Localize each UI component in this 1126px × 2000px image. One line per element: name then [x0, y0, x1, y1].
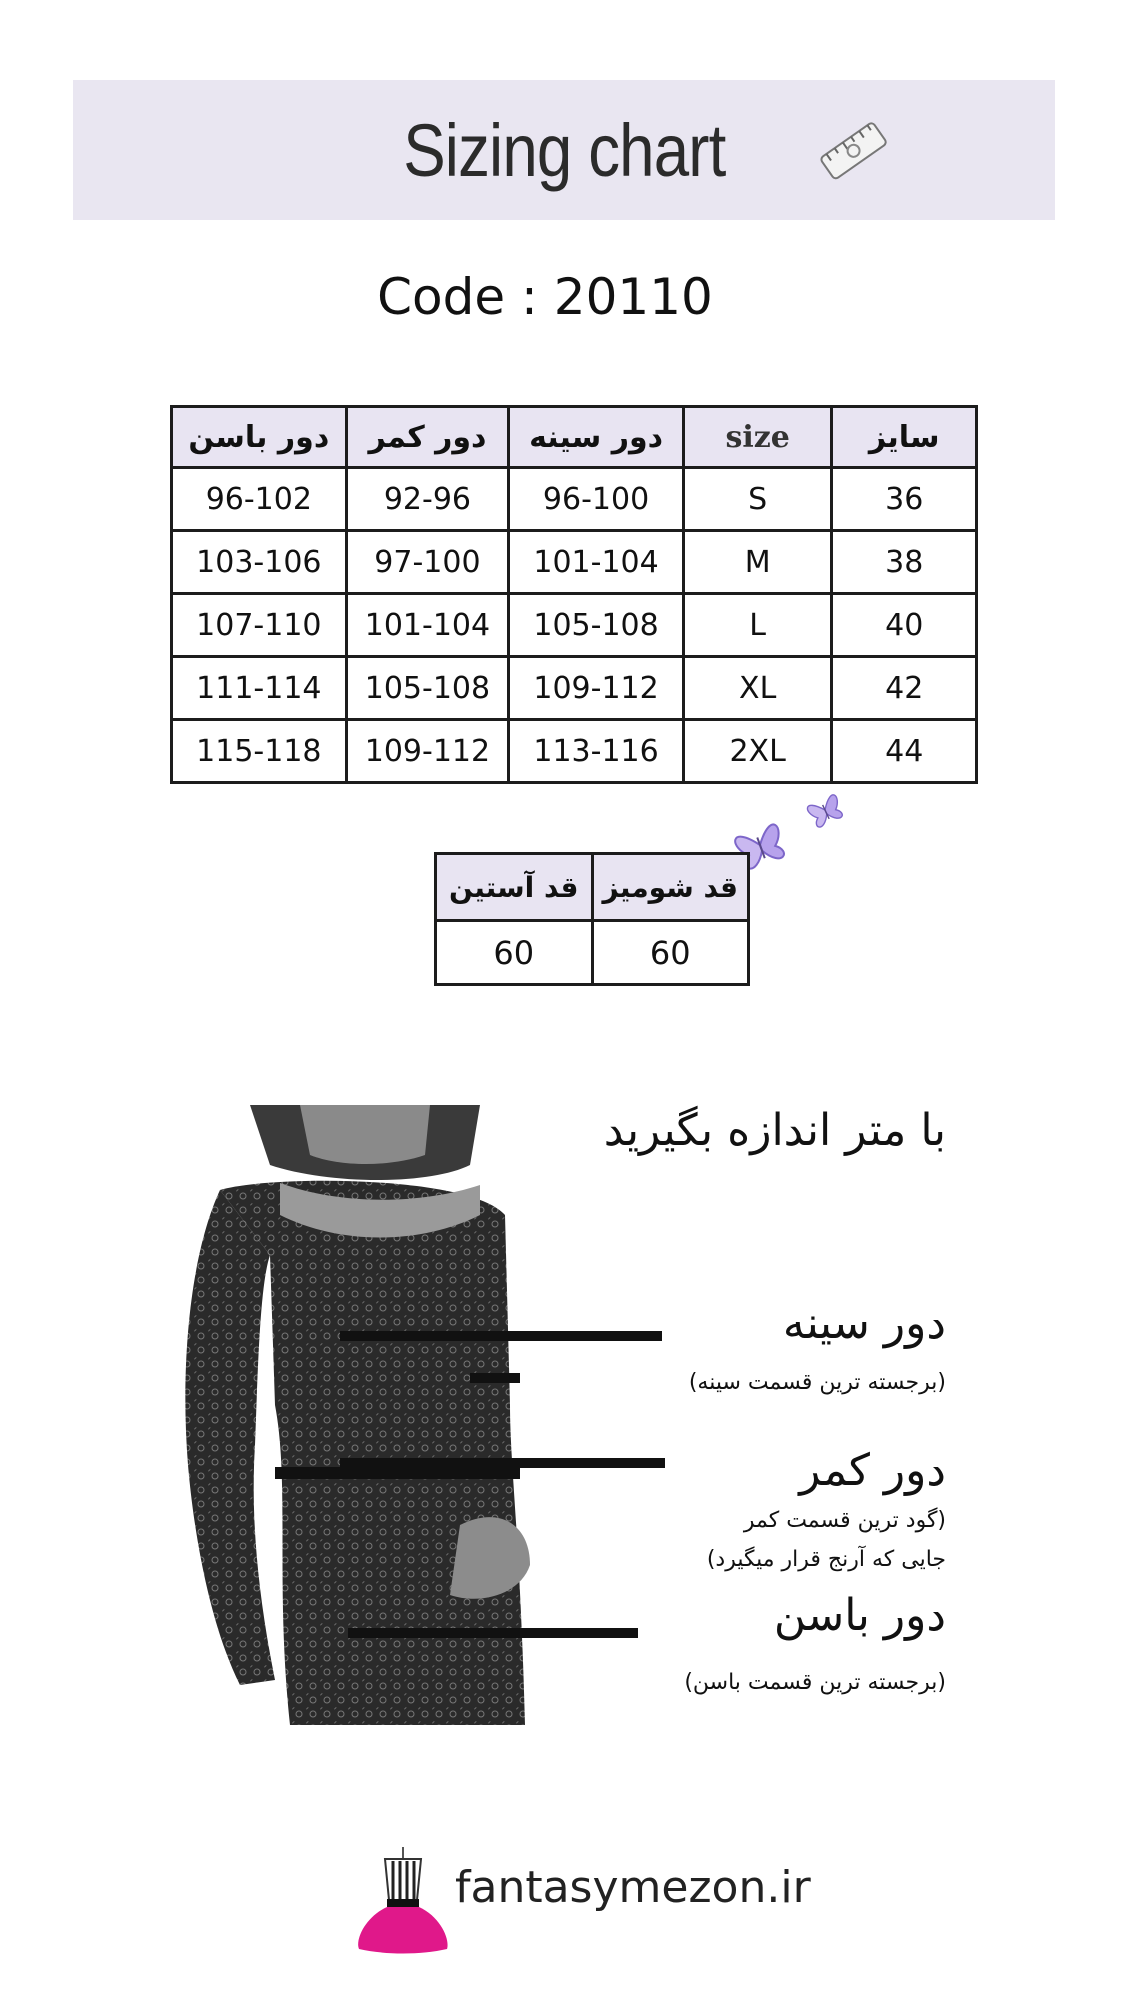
cell-chest: 101-104: [509, 531, 684, 594]
cell-size-latin: L: [683, 594, 832, 657]
cell-size: 44: [832, 720, 977, 783]
cell-size-latin: S: [683, 468, 832, 531]
cell-size-latin: M: [683, 531, 832, 594]
cell-chest: 96-100: [509, 468, 684, 531]
cell-chest: 113-116: [509, 720, 684, 783]
instructions-title: با متر اندازه بگیرید: [603, 1105, 946, 1156]
footer-site: fantasymezon.ir: [455, 1862, 811, 1913]
cell-sleeve-length: 60: [436, 921, 593, 985]
header-sleeve-length: قد آستین: [436, 854, 593, 921]
chest-label: دور سینه: [782, 1298, 946, 1349]
header-size: سایز: [832, 407, 977, 468]
cell-waist: 105-108: [346, 657, 509, 720]
page-title: Sizing chart: [402, 108, 726, 192]
cell-size: 40: [832, 594, 977, 657]
cell-hip: 111-114: [172, 657, 347, 720]
header-size-latin: size: [683, 407, 832, 468]
header-hip: دور باسن: [172, 407, 347, 468]
measuring-tape-icon: [813, 110, 893, 190]
header-waist: دور کمر: [346, 407, 509, 468]
cell-hip: 115-118: [172, 720, 347, 783]
table-row: [172, 720, 977, 783]
cell-chest: 105-108: [509, 594, 684, 657]
table-row: [172, 594, 977, 657]
size-table: [170, 405, 978, 784]
table-row: [172, 468, 977, 531]
cell-chest: 109-112: [509, 657, 684, 720]
chest-measure-line: [340, 1331, 662, 1341]
header-banner: [73, 80, 1055, 220]
length-table-header-row: [436, 854, 749, 921]
hip-note: (برجسته ترین قسمت باسن): [684, 1670, 946, 1695]
cell-hip: 107-110: [172, 594, 347, 657]
table-row: [436, 921, 749, 985]
cell-hip: 103-106: [172, 531, 347, 594]
cell-size-latin: XL: [683, 657, 832, 720]
waist-measure-line: [340, 1458, 665, 1468]
chest-note: (برجسته ترین قسمت سینه): [688, 1370, 946, 1395]
size-table-header-row: [172, 407, 977, 468]
cell-waist: 101-104: [346, 594, 509, 657]
table-row: [172, 657, 977, 720]
cell-size: 42: [832, 657, 977, 720]
dress-logo-icon: [355, 1845, 450, 1955]
hip-label: دور باسن: [773, 1590, 946, 1641]
cell-waist: 109-112: [346, 720, 509, 783]
cell-size: 36: [832, 468, 977, 531]
length-table: [434, 852, 750, 986]
waist-note-line-2: جایی که آرنج قرار میگیرد): [706, 1547, 946, 1572]
table-row: [172, 531, 977, 594]
cell-size-latin: 2XL: [683, 720, 832, 783]
chest-accent-line: [470, 1373, 520, 1383]
cell-blouse-length: 60: [592, 921, 749, 985]
cell-waist: 97-100: [346, 531, 509, 594]
header-blouse-length: قد شومیز: [592, 854, 749, 921]
hip-measure-line: [348, 1628, 638, 1638]
product-code: Code : 20110: [377, 268, 713, 326]
cell-waist: 92-96: [346, 468, 509, 531]
cell-size: 38: [832, 531, 977, 594]
waist-note-line-1: (گود ترین قسمت کمر: [743, 1508, 946, 1533]
header-chest: دور سینه: [509, 407, 684, 468]
waist-label: دور کمر: [799, 1445, 946, 1496]
cell-hip: 96-102: [172, 468, 347, 531]
